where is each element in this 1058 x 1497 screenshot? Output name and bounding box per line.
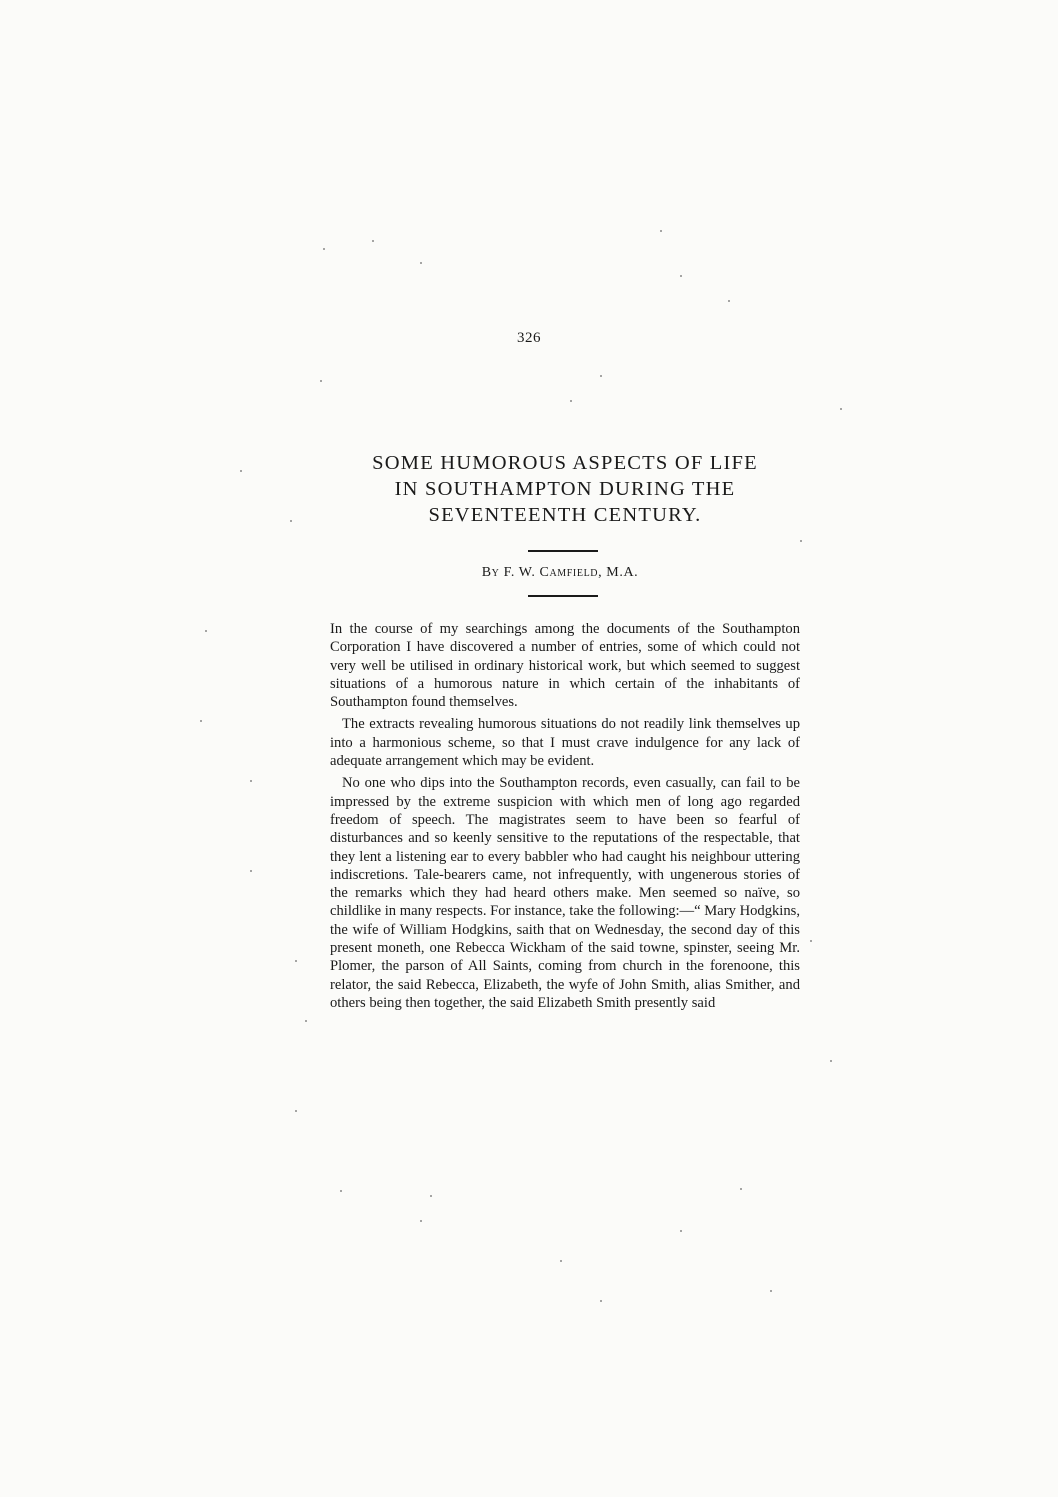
scan-speck	[372, 240, 374, 242]
title-line-1: SOME HUMOROUS ASPECTS OF LIFE	[372, 452, 758, 474]
scan-speck	[250, 780, 252, 782]
scan-speck	[430, 1195, 432, 1197]
byline-author: F. W. Camfield	[503, 565, 599, 580]
scan-speck	[250, 870, 252, 872]
scan-speck	[570, 400, 572, 402]
scan-speck	[200, 720, 202, 722]
byline-prefix: By	[481, 565, 500, 580]
scan-speck	[240, 470, 242, 472]
rule-above-byline	[528, 550, 598, 552]
scan-speck	[600, 1300, 602, 1302]
scan-speck	[680, 275, 682, 277]
scan-speck	[205, 630, 207, 632]
paragraph-3: No one who dips into the Southampton records, even casually, can fail to be impressed by the extreme suspicion with which men of long ago regarded freedom of speech. The magistrates seem to have been so fearful of disturbances and so keenly sensitive to the reputations of the respectable, that they lent a listening ear to every babbler who had caught his neighbour uttering indiscretions. Tale-bearers came, not infrequently, with ungenerous stories of the remarks which they had heard others make. Men seemed so naïve, so childlike in many respects. For instance, take the following:—“ Mary Hodgkins, the wife of William Hodgkins, saith that on Wednesday, the second day of this present moneth, one Rebecca Wickham of the said towne, spinster, seeing Mr. Plomer, the parson of All Saints, coming from church in the forenoone, this relator, the said Rebecca, Elizabeth, the wyfe of John Smith, alias Smither, and others being then together, the said Elizabeth Smith presently said	[330, 775, 800, 1011]
scan-speck	[560, 1260, 562, 1262]
page-number: 326	[517, 330, 541, 346]
scan-speck	[770, 1290, 772, 1292]
paragraph-1: In the course of my searchings among the documents of the Southampton Corporation I have discovered a number of entries, some of which could not very well be utilised in ordinary historical work, but which seemed to suggest situations of a humorous nature in which certain of the inhabitants of Southampton found themselves.	[330, 621, 800, 711]
scan-speck	[840, 408, 842, 410]
scan-speck	[323, 248, 325, 250]
title-line-2: IN SOUTHAMPTON DURING THE	[394, 478, 736, 500]
scan-speck	[740, 1188, 742, 1190]
scan-speck	[810, 940, 812, 942]
scan-speck	[800, 540, 802, 542]
scan-speck	[420, 262, 422, 264]
paragraph-2: The extracts revealing humorous situations do not readily link themselves up into a harmonious scheme, so that I must crave indulgence for any lack of adequate arrangement which may be evident.	[330, 716, 800, 770]
scan-speck	[728, 300, 730, 302]
scan-speck	[305, 1020, 307, 1022]
scan-speck	[660, 230, 662, 232]
byline-degree: , M.A.	[598, 565, 639, 580]
rule-below-byline	[528, 595, 598, 597]
scan-speck	[320, 380, 322, 382]
title-line-3: SEVENTEENTH CENTURY.	[428, 504, 702, 526]
scan-speck	[680, 1230, 682, 1232]
scan-speck	[340, 1190, 342, 1192]
scan-speck	[830, 1060, 832, 1062]
scan-speck	[295, 1110, 297, 1112]
article-body	[330, 620, 800, 1016]
scan-speck	[295, 960, 297, 962]
scan-speck	[290, 520, 292, 522]
byline	[0, 565, 1058, 581]
scan-speck	[600, 375, 602, 377]
article-title	[300, 450, 830, 528]
scan-speck	[420, 1220, 422, 1222]
